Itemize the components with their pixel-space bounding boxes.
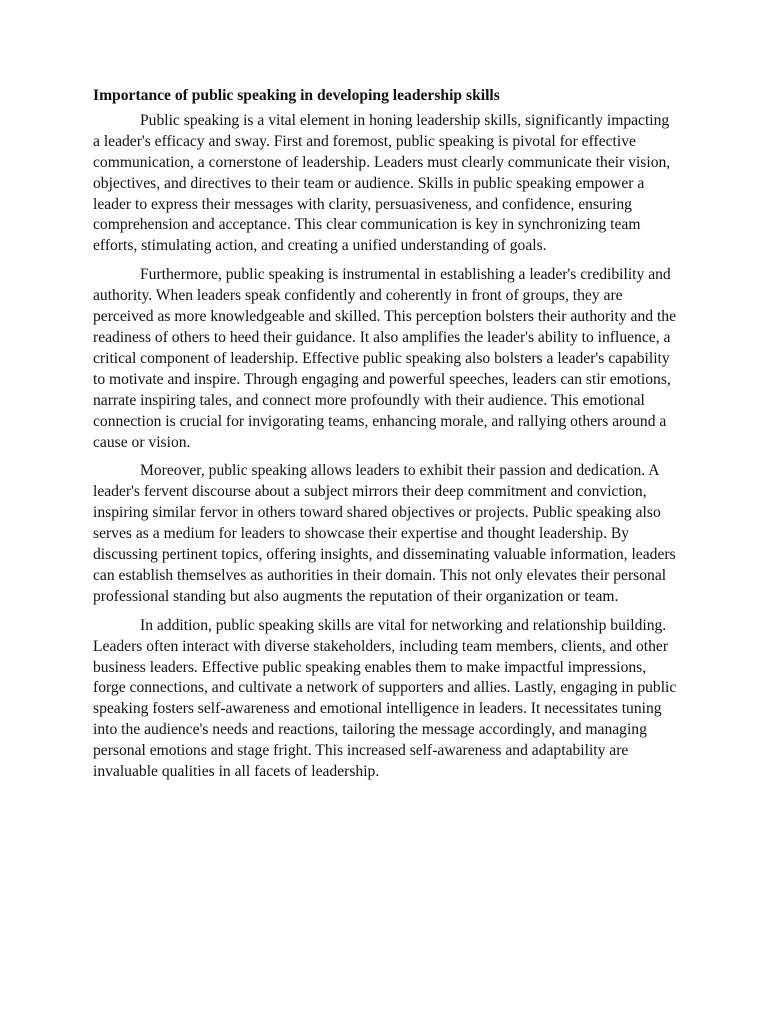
paragraph-3: Moreover, public speaking allows leaders to exhibit their passion and dedication. A leader's fervent discourse about a subject mirrors their deep commitment and conviction, inspiring similar fervor in others toward shared objectives or projects. Public speaking also serves as a medium for leaders to showcase their expertise and thought leadership. By discussing pertinent topics, offering insights, and disseminating valuable information, leaders can establish themselves as authorities in their domain. This not only elevates their personal professional standing but also augments the reputation of their organization or team. bbox=[93, 462, 676, 605]
paragraph-4: In addition, public speaking skills are vital for networking and relationship building. Leaders often interact with diverse stakeholders, including team members, clients, and other business leaders. Effective public speaking enables them to make impactful impressions, forge connections, and cultivate a network of supporters and allies. Lastly, engaging in public speaking fosters self-awareness and emotional intelligence in leaders. It necessitates tuning into the audience's needs and reactions, tailoring the message accordingly, and managing personal emotions and stage fright. This increased self-awareness and adaptability are invaluable qualities in all facets of leadership. bbox=[93, 616, 677, 781]
paragraph-2: Furthermore, public speaking is instrumental in establishing a leader's credibility and authority. When leaders speak confidently and coherently in front of groups, they are perceived as more knowledgeable and skilled. This perception bolsters their authority and the readiness of others to heed their guidance. It also amplifies the leader's ability to influence, a critical component of leadership. Effective public speaking also bolsters a leader's capability to motivate and inspire. Through engaging and powerful speeches, leaders can stir emotions, narrate inspiring tales, and connect more profoundly with their audience. This emotional connection is crucial for invigorating teams, enhancing morale, and rallying others around a cause or vision. bbox=[93, 266, 676, 451]
paragraph-1: Public speaking is a vital element in honing leadership skills, significantly impacting a leader's efficacy and sway. First and foremost, public speaking is pivotal for effective communication, a cornerstone of leadership. Leaders must clearly communicate their vision, objectives, and directives to their team or audience. Skills in public speaking empower a leader to express their messages with clarity, persuasiveness, and confidence, ensuring comprehension and acceptance. This clear communication is key in synchronizing team efforts, stimulating action, and creating a unified understanding of goals. bbox=[93, 111, 671, 255]
document-body bbox=[93, 86, 678, 791]
document-title: Importance of public speaking in developing leadership skills bbox=[93, 87, 500, 104]
